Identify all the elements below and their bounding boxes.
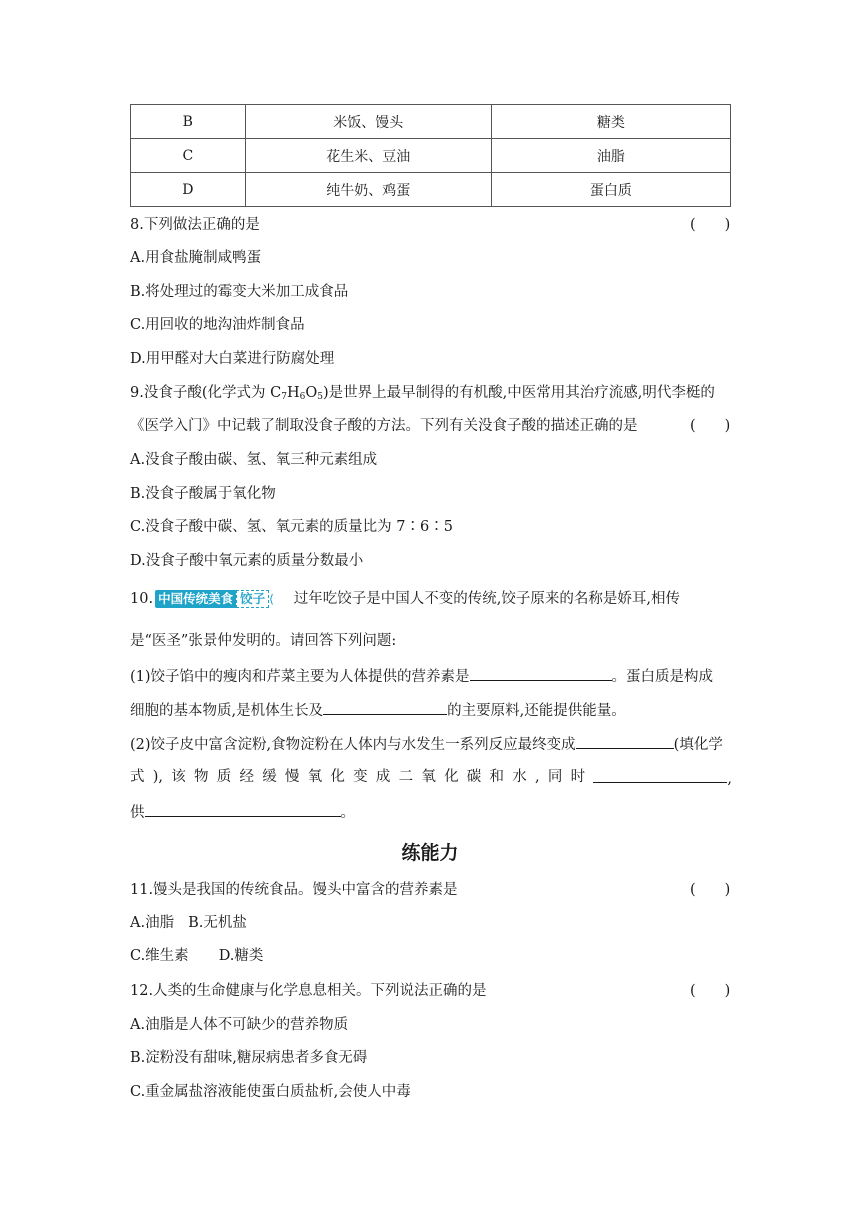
table-row: [131, 105, 731, 139]
table-cell-food: 纯牛奶、鸡蛋: [245, 173, 491, 207]
q10-part2-line1: (2)饺子皮中富含淀粉,食物淀粉在人体内与水发生一系列反应最终变成 (填化学: [130, 733, 732, 755]
table-row: [131, 173, 731, 207]
q8-option-c: C.用回收的地沟油炸制食品: [130, 317, 305, 333]
q10-part1-line2: 细胞的基本物质,是机体生长及 的主要原料,还能提供能量。: [130, 699, 732, 721]
table-cell-nutrient: 糖类: [491, 105, 730, 139]
q10-stem-line1: 10. 中国传统美食 饺子 ⟨ 过年吃饺子是中国人不变的传统,饺子原来的名称是娇耳,相传: [130, 591, 680, 607]
q9-option-b: B.没食子酸属于氧化物: [130, 486, 276, 502]
table-cell-nutrient: 蛋白质: [491, 173, 730, 207]
answer-blank[interactable]: [470, 665, 612, 681]
answer-blank[interactable]: [576, 733, 674, 749]
q12-option-b: B.淀粉没有甜味,糖尿病患者多食无碍: [130, 1050, 368, 1066]
q10-part2-line3: 供 。: [130, 801, 732, 823]
q12-option-a: A.油脂是人体不可缺少的营养物质: [130, 1017, 349, 1033]
q8-option-b: B.将处理过的霉变大米加工成食品: [130, 284, 349, 300]
q9-option-d: D.没食子酸中氧元素的质量分数最小: [130, 553, 364, 569]
q9-option-c: C.没食子酸中碳、氢、氧元素的质量比为 7∶6∶5: [130, 519, 453, 535]
answer-blank[interactable]: [323, 699, 447, 715]
q9-stem-line1: 9.没食子酸(化学式为 $C_7H_6O_5$)是世界上最早制得的有机酸,中医常用其治疗流感,明代李梃的: [130, 385, 715, 402]
traditional-food-badge: 中国传统美食 饺子 ⟨: [155, 590, 274, 608]
q10-part1-line1: (1)饺子馅中的瘦肉和芹菜主要为人体提供的营养素是 。蛋白质是构成: [130, 665, 732, 687]
q8-stem: 8.下列做法正确的是: [130, 217, 260, 233]
q12-stem: 12.人类的生命健康与化学息息相关。下列说法正确的是: [130, 983, 487, 999]
table-cell-food: 米饭、馒头: [245, 105, 491, 139]
q10-part2-line2: 式 ), 该 物 质 经 缓 慢 氧 化 变 成 二 氧 化 碳 和 水 , 同 时 ,: [130, 769, 732, 787]
q10-stem-line2: 是“医圣”张景仲发明的。请回答下列问题:: [130, 633, 397, 649]
table-row: [131, 139, 731, 173]
table-cell-option: B: [131, 105, 246, 139]
table-cell-option: C: [131, 139, 246, 173]
q11-stem: 11.馒头是我国的传统食品。馒头中富含的营养素是: [130, 882, 458, 898]
q9-stem-line2: 《医学入门》中记载了制取没食子酸的方法。下列有关没食子酸的描述正确的是: [130, 418, 638, 434]
q8-option-a: A.用食盐腌制咸鸭蛋: [130, 250, 262, 266]
answer-blank[interactable]: [145, 801, 341, 817]
q12-option-c: C.重金属盐溶液能使蛋白质盐析,会使人中毒: [130, 1084, 411, 1100]
answer-blank[interactable]: [593, 767, 727, 783]
food-nutrient-table: [130, 104, 731, 207]
q9-answer-paren: ( ): [690, 418, 731, 434]
q8-option-d: D.用甲醛对大白菜进行防腐处理: [130, 351, 335, 367]
table-cell-nutrient: 油脂: [491, 139, 730, 173]
section-title: 练能力: [401, 842, 459, 864]
q8-answer-paren: ( ): [690, 217, 731, 233]
q11-answer-paren: ( ): [690, 882, 731, 898]
q11-options-row2: C.维生素 D.糖类: [130, 948, 264, 964]
q9-option-a: A.没食子酸由碳、氢、氧三种元素组成: [130, 452, 378, 468]
badge-tail-icon: ⟨: [269, 592, 274, 606]
table-cell-option: D: [131, 173, 246, 207]
q11-options-row1: A.油脂 B.无机盐: [130, 915, 247, 931]
q12-answer-paren: ( ): [690, 983, 731, 999]
table-cell-food: 花生米、豆油: [245, 139, 491, 173]
